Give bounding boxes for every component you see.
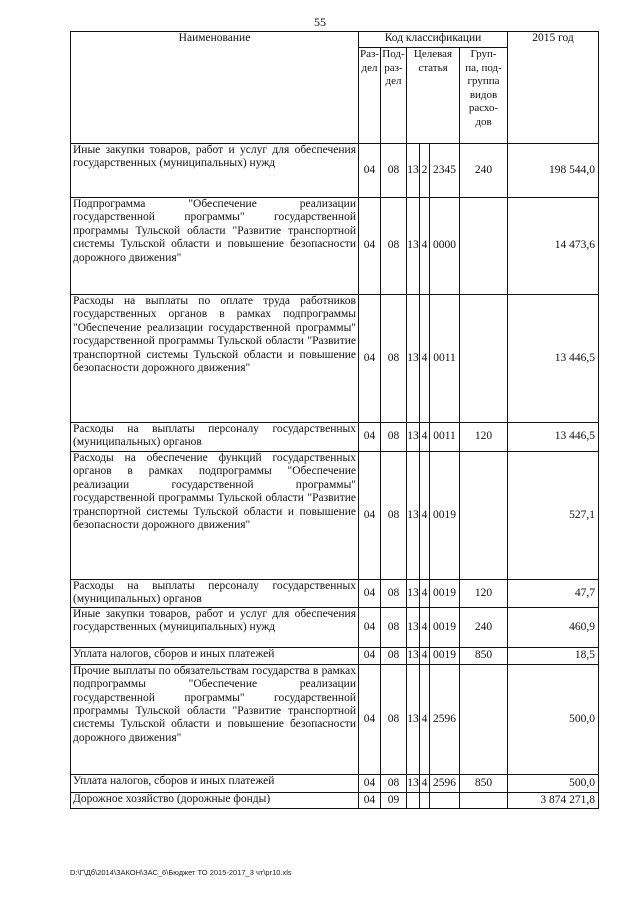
row-target-direction: 2345	[430, 144, 460, 198]
row-target-program: 13	[407, 144, 420, 198]
row-amount: 3 874 271,8	[508, 792, 599, 808]
row-section: 04	[359, 423, 381, 452]
header-section	[359, 48, 381, 144]
row-subsection: 08	[381, 198, 407, 295]
row-name: Уплата налогов, сборов и иных платежей	[71, 647, 359, 664]
table-body	[71, 144, 599, 809]
row-target-program: 13	[407, 664, 420, 774]
row-subsection: 08	[381, 295, 407, 423]
file-path-footer: D:\Г\Дб\2014\ЗАКОН\ЗАС_6\Бюджет ТО 2015-2017_3 чт\pr10.xls	[70, 868, 292, 877]
row-target-subprogram: 4	[420, 423, 430, 452]
row-name: Иные закупки товаров, работ и услуг для обеспечения государственных (муниципальных) нужд	[71, 144, 359, 198]
row-target-direction: 0000	[430, 198, 460, 295]
row-section: 04	[359, 295, 381, 423]
row-expense-group: 850	[460, 774, 508, 792]
row-section: 04	[359, 198, 381, 295]
header-group-line: расхо-	[468, 102, 499, 114]
row-target-program: 13	[407, 774, 420, 792]
row-name: Прочие выплаты по обязательствам государства в рамках подпрограммы "Обеспечение реализации государственной программы" государственной программы Тульской области "Развитие транспортной системы Тульской области и повышение безопасности дорожного движения"	[71, 664, 359, 774]
row-target-direction: 0011	[430, 423, 460, 452]
row-amount: 500,0	[508, 774, 599, 792]
row-amount: 500,0	[508, 664, 599, 774]
header-subsection-line: раз-	[384, 61, 403, 74]
row-target-direction	[430, 792, 460, 808]
row-section: 04	[359, 144, 381, 198]
row-amount: 460,9	[508, 607, 599, 647]
row-subsection: 09	[381, 792, 407, 808]
header-year: 2015 год	[508, 32, 599, 144]
row-target-direction: 0019	[430, 580, 460, 608]
row-expense-group	[460, 198, 508, 295]
table-row	[71, 452, 599, 580]
header-classification: Код классификации	[359, 32, 508, 48]
row-amount: 13 446,5	[508, 423, 599, 452]
row-target-subprogram: 4	[420, 198, 430, 295]
row-target-direction: 0019	[430, 452, 460, 580]
header-group-line: па, под-	[465, 61, 502, 74]
row-subsection: 08	[381, 452, 407, 580]
row-expense-group	[460, 452, 508, 580]
row-amount: 527,1	[508, 452, 599, 580]
table-row	[71, 144, 599, 198]
row-target-program: 13	[407, 423, 420, 452]
row-target-program: 13	[407, 295, 420, 423]
row-target-direction: 2596	[430, 664, 460, 774]
row-name: Расходы на выплаты по оплате труда работников государственных органов в рамках подпрограммы "Обеспечение реализации государственной программы" государственной программы Тульской области "Развитие транспортной системы Тульской области и повышение безопасности дорожного движения"	[71, 295, 359, 423]
row-expense-group	[460, 792, 508, 808]
row-section: 04	[359, 452, 381, 580]
header-group-line: группа	[467, 75, 500, 87]
row-amount: 198 544,0	[508, 144, 599, 198]
row-target-subprogram: 4	[420, 647, 430, 664]
header-section-line: дел	[361, 61, 378, 74]
row-target-subprogram: 4	[420, 580, 430, 608]
header-target-line: статья	[418, 61, 448, 74]
header-section-line: Раз-	[360, 48, 380, 60]
row-expense-group	[460, 295, 508, 423]
budget-table	[70, 31, 599, 809]
row-expense-group: 240	[460, 144, 508, 198]
row-section: 04	[359, 774, 381, 792]
row-section: 04	[359, 664, 381, 774]
header-group-line: Груп-	[470, 48, 497, 60]
row-name: Дорожное хозяйство (дорожные фонды)	[71, 792, 359, 808]
table-row	[71, 423, 599, 452]
header-name: Наименование	[71, 32, 359, 144]
row-section: 04	[359, 792, 381, 808]
header-target-line: Целевая	[413, 48, 453, 60]
row-name: Расходы на выплаты персоналу государственных (муниципальных) органов	[71, 580, 359, 608]
row-expense-group: 120	[460, 423, 508, 452]
header-group-line: видов	[469, 88, 498, 101]
table-row	[71, 607, 599, 647]
header-group-line: дов	[475, 115, 492, 128]
row-target-subprogram: 4	[420, 452, 430, 580]
row-subsection: 08	[381, 774, 407, 792]
row-amount: 13 446,5	[508, 295, 599, 423]
row-section: 04	[359, 580, 381, 608]
table-row	[71, 664, 599, 774]
row-expense-group	[460, 664, 508, 774]
row-target-direction: 0019	[430, 607, 460, 647]
row-subsection: 08	[381, 664, 407, 774]
row-section: 04	[359, 607, 381, 647]
row-target-subprogram	[420, 792, 430, 808]
header-subsection	[381, 48, 407, 144]
table-row	[71, 198, 599, 295]
row-name: Иные закупки товаров, работ и услуг для обеспечения государственных (муниципальных) нужд	[71, 607, 359, 647]
row-subsection: 08	[381, 607, 407, 647]
table-row	[71, 647, 599, 664]
header-group	[460, 48, 508, 144]
row-target-program: 13	[407, 452, 420, 580]
row-amount: 14 473,6	[508, 198, 599, 295]
row-target-direction: 0011	[430, 295, 460, 423]
row-name: Расходы на выплаты персоналу государственных (муниципальных) органов	[71, 423, 359, 452]
row-target-program: 13	[407, 198, 420, 295]
row-section: 04	[359, 647, 381, 664]
row-target-direction: 2596	[430, 774, 460, 792]
table-row	[71, 580, 599, 608]
row-subsection: 08	[381, 144, 407, 198]
row-name: Подпрограмма "Обеспечение реализации государственной программы" государственной программы Тульской области "Развитие транспортной системы Тульской области и повышение безопасности дорожного движения"	[71, 198, 359, 295]
row-target-subprogram: 4	[420, 607, 430, 647]
row-target-direction: 0019	[430, 647, 460, 664]
row-target-subprogram: 4	[420, 664, 430, 774]
row-expense-group: 850	[460, 647, 508, 664]
header-subsection-line: Под-	[382, 48, 405, 60]
row-target-subprogram: 4	[420, 295, 430, 423]
row-expense-group: 240	[460, 607, 508, 647]
header-target-article	[407, 48, 460, 144]
row-target-subprogram: 4	[420, 774, 430, 792]
row-name: Расходы на обеспечение функций государственных органов в рамках подпрограммы "Обеспечение реализации государственной программы" государственной программы Тульской области "Развитие транспортной системы Тульской области и повышение безопасности дорожного движения"	[71, 452, 359, 580]
header-subsection-line: дел	[385, 75, 402, 87]
row-subsection: 08	[381, 580, 407, 608]
page-number: 55	[314, 15, 326, 29]
row-target-program: 13	[407, 607, 420, 647]
row-expense-group: 120	[460, 580, 508, 608]
table-row	[71, 774, 599, 792]
row-name: Уплата налогов, сборов и иных платежей	[71, 774, 359, 792]
row-amount: 47,7	[508, 580, 599, 608]
row-target-program: 13	[407, 647, 420, 664]
row-target-subprogram: 2	[420, 144, 430, 198]
row-amount: 18,5	[508, 647, 599, 664]
table-row	[71, 792, 599, 808]
row-subsection: 08	[381, 647, 407, 664]
table-row	[71, 295, 599, 423]
row-subsection: 08	[381, 423, 407, 452]
row-target-program: 13	[407, 580, 420, 608]
row-target-program	[407, 792, 420, 808]
